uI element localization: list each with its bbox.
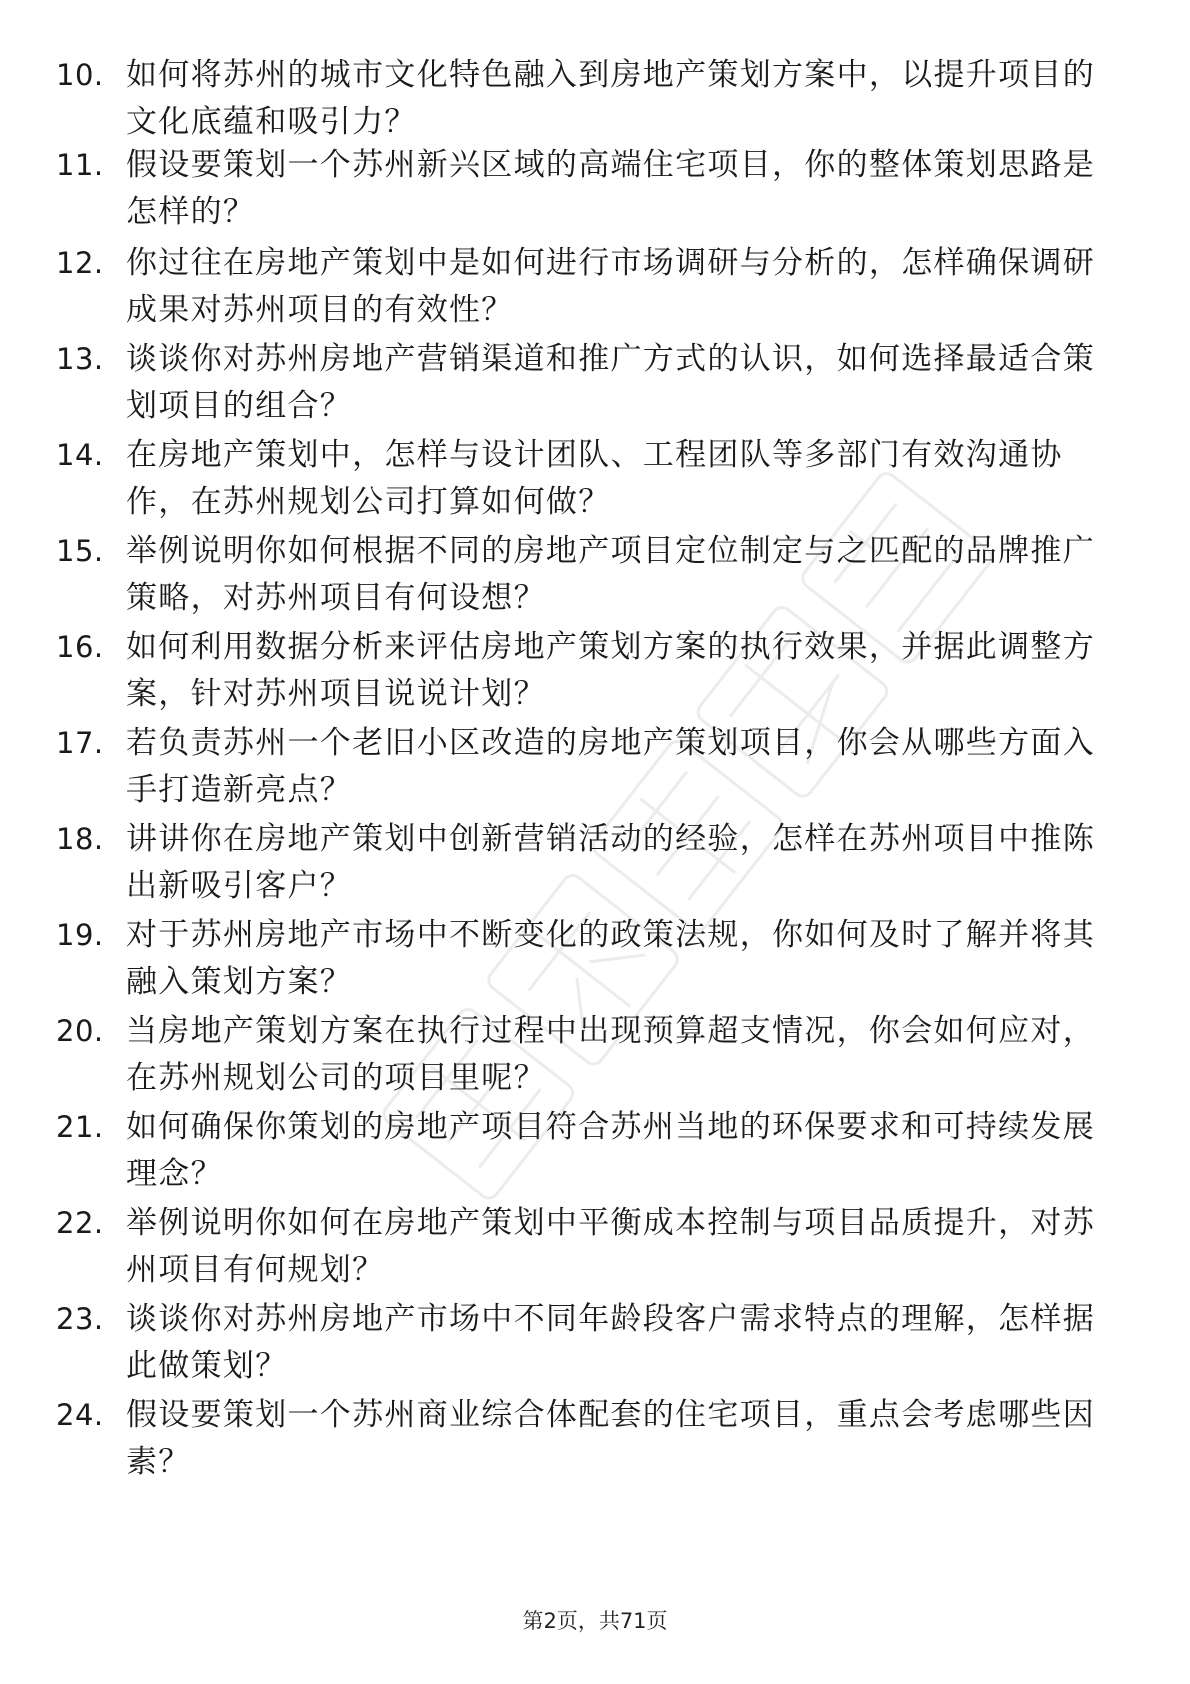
question-text: 你过往在房地产策划中是如何进行市场调研与分析的，怎样确保调研成果对苏州项目的有效性？ xyxy=(126,245,1095,328)
question-number: 17. xyxy=(56,726,104,760)
question-text: 若负责苏州一个老旧小区改造的房地产策划项目，你会从哪些方面入手打造新亮点？ xyxy=(126,725,1095,808)
question-number: 22. xyxy=(56,1206,104,1240)
question-text: 如何将苏州的城市文化特色融入到房地产策划方案中，以提升项目的文化底蕴和吸引力？ xyxy=(126,57,1095,140)
question-text: 当房地产策划方案在执行过程中出现预算超支情况，你会如何应对，在苏州规划公司的项目里呢？ xyxy=(126,1013,1095,1096)
question-number: 10. xyxy=(56,58,104,92)
question-text: 对于苏州房地产市场中不断变化的政策法规，你如何及时了解并将其融入策划方案？ xyxy=(126,917,1095,1000)
question-number: 24. xyxy=(56,1398,104,1432)
question-item xyxy=(56,816,1116,916)
question-number: 14. xyxy=(56,438,104,472)
question-item xyxy=(56,1296,1116,1396)
question-text: 举例说明你如何根据不同的房地产项目定位制定与之匹配的品牌推广策略，对苏州项目有何设想？ xyxy=(126,533,1095,616)
question-text: 假设要策划一个苏州商业综合体配套的住宅项目，重点会考虑哪些因素？ xyxy=(126,1397,1095,1480)
question-number: 19. xyxy=(56,918,104,952)
question-item xyxy=(56,1392,1116,1492)
question-item xyxy=(56,912,1116,1012)
question-text: 如何确保你策划的房地产项目符合苏州当地的环保要求和可持续发展理念？ xyxy=(126,1109,1095,1192)
question-number: 20. xyxy=(56,1014,104,1048)
question-item xyxy=(56,336,1116,436)
question-text: 举例说明你如何在房地产策划中平衡成本控制与项目品质提升，对苏州项目有何规划？ xyxy=(126,1205,1095,1288)
question-number: 13. xyxy=(56,342,104,376)
question-text: 在房地产策划中，怎样与设计团队、工程团队等多部门有效沟通协作，在苏州规划公司打算如何做？ xyxy=(126,437,1063,520)
question-item xyxy=(56,240,1116,340)
question-item xyxy=(56,52,1116,152)
question-item xyxy=(56,624,1116,724)
page-number-footer: 第2页，共71页 xyxy=(522,1609,668,1633)
question-text: 谈谈你对苏州房地产市场中不同年龄段客户需求特点的理解，怎样据此做策划？ xyxy=(126,1301,1095,1384)
question-item xyxy=(56,720,1116,820)
question-number: 12. xyxy=(56,246,104,280)
question-item xyxy=(56,432,1116,532)
question-text: 如何利用数据分析来评估房地产策划方案的执行效果，并据此调整方案，针对苏州项目说说计划？ xyxy=(126,629,1095,712)
question-text: 谈谈你对苏州房地产营销渠道和推广方式的认识，如何选择最适合策划项目的组合？ xyxy=(126,341,1095,424)
question-text: 假设要策划一个苏州新兴区域的高端住宅项目，你的整体策划思路是怎样的？ xyxy=(126,147,1095,230)
question-number: 16. xyxy=(56,630,104,664)
question-number: 15. xyxy=(56,534,104,568)
question-number: 11. xyxy=(56,148,104,182)
question-item xyxy=(56,528,1116,628)
question-item xyxy=(56,142,1116,242)
question-item xyxy=(56,1008,1116,1108)
question-item xyxy=(56,1200,1116,1300)
question-text: 讲讲你在房地产策划中创新营销活动的经验，怎样在苏州项目中推陈出新吸引客户？ xyxy=(126,821,1095,904)
question-item xyxy=(56,1104,1116,1204)
question-number: 23. xyxy=(56,1302,104,1336)
question-number: 21. xyxy=(56,1110,104,1144)
question-number: 18. xyxy=(56,822,104,856)
